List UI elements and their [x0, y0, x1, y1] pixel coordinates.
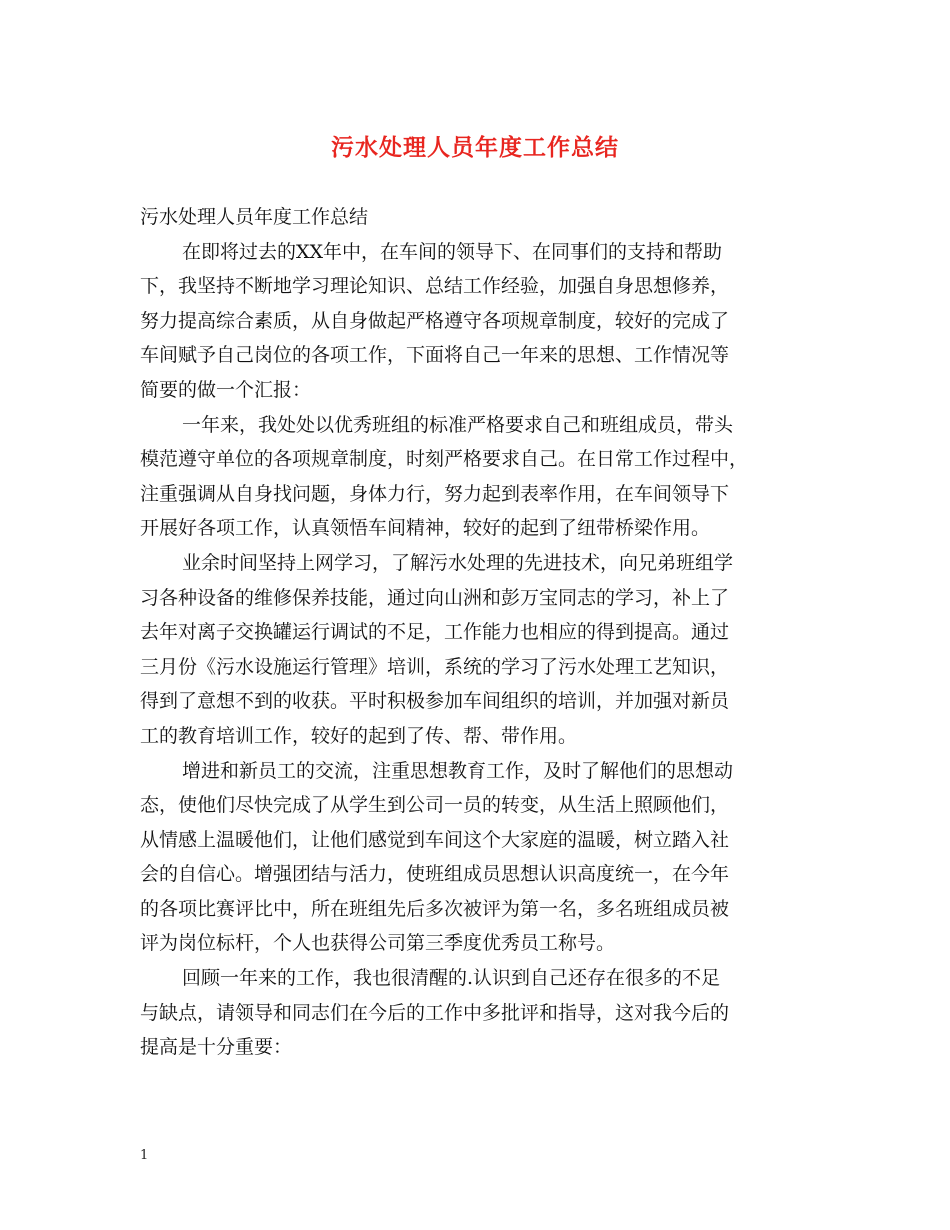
text-line: 评为岗位标杆，个人也获得公司第三季度优秀员工称号。 — [140, 932, 616, 955]
text-line: 三月份《污水设施运行管理》培训，系统的学习了污水处理工艺知识， — [140, 655, 730, 678]
text-line: 注重强调从自身找问题，身体力行，努力起到表率作用，在车间领导下 — [140, 482, 730, 505]
text-line: 态，使他们尽快完成了从学生到公司一员的转变，从生活上照顾他们， — [140, 794, 730, 817]
page-number: 1 — [140, 1148, 149, 1163]
text-line: 得到了意想不到的收获。平时积极参加车间组织的培训，并加强对新员 — [140, 690, 730, 713]
text-line: 简要的做一个汇报： — [140, 378, 312, 401]
text-line: 工的教育培训工作，较好的起到了传、帮、带作用。 — [140, 724, 578, 747]
text-line: 开展好各项工作，认真领悟车间精神，较好的起到了纽带桥梁作用。 — [140, 517, 711, 540]
text-line: 会的自信心。增强团结与活力，使班组成员思想认识高度统一，在今年 — [140, 863, 730, 886]
text-line: 污水处理人员年度工作总结 — [140, 206, 369, 228]
text-line: 的各项比赛评比中，所在班组先后多次被评为第一名，多名班组成员被 — [140, 897, 730, 920]
text-line: 回顾一年来的工作，我也很清醒的.认识到自己还存在很多的不足 — [182, 967, 721, 990]
text-line: 模范遵守单位的各项规章制度，时刻严格要求自己。在日常工作过程中， — [140, 448, 749, 471]
document-title: 污水处理人员年度工作总结 — [331, 134, 619, 161]
text-line: 增进和新员工的交流，注重思想教育工作，及时了解他们的思想动 — [182, 759, 734, 782]
text-line: 一年来，我处处以优秀班组的标准严格要求自己和班组成员，带头 — [182, 413, 734, 436]
text-line: 习各种设备的维修保养技能，通过向山洲和彭万宝同志的学习，补上了 — [140, 586, 730, 609]
text-line: 与缺点，请领导和同志们在今后的工作中多批评和指导，这对我今后的 — [140, 1001, 730, 1024]
text-line: 努力提高综合素质，从自身做起严格遵守各项规章制度，较好的完成了 — [140, 309, 730, 332]
text-line: 在即将过去的XX年中，在车间的领导下、在同事们的支持和帮助 — [182, 240, 723, 263]
document-body — [140, 200, 816, 1065]
text-line: 车间赋予自己岗位的各项工作，下面将自己一年来的思想、工作情况等 — [140, 344, 730, 367]
text-line: 业余时间坚持上网学习，了解污水处理的先进技术，向兄弟班组学 — [182, 551, 734, 574]
text-line: 提高是十分重要： — [140, 1036, 293, 1059]
text-line: 下，我坚持不断地学习理论知识、总结工作经验，加强自身思想修养， — [140, 275, 730, 298]
text-line: 去年对离子交换罐运行调试的不足，工作能力也相应的得到提高。通过 — [140, 621, 730, 644]
text-line: 从情感上温暖他们，让他们感觉到车间这个大家庭的温暖，树立踏入社 — [140, 828, 730, 851]
